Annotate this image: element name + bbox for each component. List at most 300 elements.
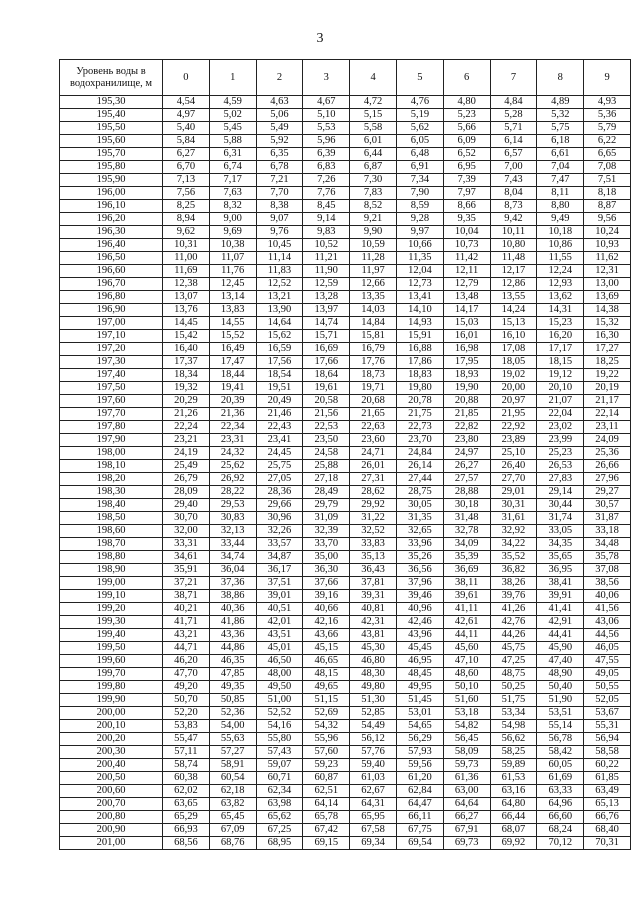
level-cell: 198,10	[60, 460, 163, 473]
value-cell: 43,66	[303, 629, 350, 642]
value-cell: 7,76	[303, 187, 350, 200]
value-cell: 43,21	[163, 629, 210, 642]
value-cell: 22,53	[303, 421, 350, 434]
value-cell: 15,52	[209, 330, 256, 343]
value-cell: 42,46	[396, 616, 443, 629]
value-cell: 59,89	[490, 759, 537, 772]
table-row	[60, 291, 631, 304]
table-row	[60, 694, 631, 707]
value-cell: 8,66	[443, 200, 490, 213]
value-cell: 5,66	[443, 122, 490, 135]
value-cell: 11,76	[209, 265, 256, 278]
value-cell: 9,42	[490, 213, 537, 226]
value-cell: 17,37	[163, 356, 210, 369]
value-cell: 21,26	[163, 408, 210, 421]
value-cell: 26,01	[350, 460, 397, 473]
value-cell: 6,74	[209, 161, 256, 174]
value-cell: 67,25	[256, 824, 303, 837]
table-row	[60, 148, 631, 161]
value-cell: 14,64	[256, 317, 303, 330]
value-cell: 67,91	[443, 824, 490, 837]
value-cell: 8,38	[256, 200, 303, 213]
value-cell: 15,32	[584, 317, 631, 330]
value-cell: 12,59	[303, 278, 350, 291]
table-row	[60, 629, 631, 642]
value-cell: 7,13	[163, 174, 210, 187]
value-cell: 51,90	[537, 694, 584, 707]
value-cell: 40,66	[303, 603, 350, 616]
value-cell: 29,53	[209, 499, 256, 512]
value-cell: 12,17	[490, 265, 537, 278]
level-cell: 198,70	[60, 538, 163, 551]
value-cell: 47,85	[209, 668, 256, 681]
value-cell: 20,97	[490, 395, 537, 408]
value-cell: 45,15	[303, 642, 350, 655]
value-cell: 29,66	[256, 499, 303, 512]
value-cell: 6,31	[209, 148, 256, 161]
value-cell: 7,39	[443, 174, 490, 187]
value-cell: 32,26	[256, 525, 303, 538]
table-row	[60, 759, 631, 772]
value-cell: 26,66	[584, 460, 631, 473]
value-cell: 59,07	[256, 759, 303, 772]
value-cell: 68,56	[163, 837, 210, 850]
value-cell: 39,01	[256, 590, 303, 603]
value-cell: 6,52	[443, 148, 490, 161]
value-cell: 23,50	[303, 434, 350, 447]
value-cell: 60,38	[163, 772, 210, 785]
value-cell: 19,51	[256, 382, 303, 395]
level-cell: 196,70	[60, 278, 163, 291]
value-cell: 14,55	[209, 317, 256, 330]
value-cell: 29,14	[537, 486, 584, 499]
level-cell: 198,40	[60, 499, 163, 512]
value-cell: 49,50	[256, 681, 303, 694]
value-cell: 13,90	[256, 304, 303, 317]
value-cell: 5,58	[350, 122, 397, 135]
value-cell: 51,75	[490, 694, 537, 707]
value-cell: 12,52	[256, 278, 303, 291]
value-cell: 11,90	[303, 265, 350, 278]
level-cell: 199,60	[60, 655, 163, 668]
value-cell: 10,38	[209, 239, 256, 252]
table-row	[60, 356, 631, 369]
value-cell: 4,97	[163, 109, 210, 122]
value-cell: 23,21	[163, 434, 210, 447]
level-cell: 196,60	[60, 265, 163, 278]
value-cell: 33,31	[163, 538, 210, 551]
table-row	[60, 135, 631, 148]
value-cell: 8,04	[490, 187, 537, 200]
value-cell: 4,76	[396, 96, 443, 109]
value-cell: 6,78	[256, 161, 303, 174]
value-cell: 62,51	[303, 785, 350, 798]
column-header-0: 0	[163, 60, 210, 96]
value-cell: 65,78	[303, 811, 350, 824]
value-cell: 16,49	[209, 343, 256, 356]
value-cell: 50,40	[537, 681, 584, 694]
value-cell: 5,23	[443, 109, 490, 122]
value-cell: 13,55	[490, 291, 537, 304]
value-cell: 54,82	[443, 720, 490, 733]
value-cell: 9,49	[537, 213, 584, 226]
table-row	[60, 369, 631, 382]
table-row	[60, 447, 631, 460]
value-cell: 44,71	[163, 642, 210, 655]
value-cell: 11,21	[303, 252, 350, 265]
value-cell: 6,65	[584, 148, 631, 161]
level-cell: 196,90	[60, 304, 163, 317]
value-cell: 45,75	[490, 642, 537, 655]
value-cell: 18,83	[396, 369, 443, 382]
value-cell: 4,89	[537, 96, 584, 109]
value-cell: 33,83	[350, 538, 397, 551]
value-cell: 34,35	[537, 538, 584, 551]
value-cell: 27,70	[490, 473, 537, 486]
value-cell: 61,20	[396, 772, 443, 785]
value-cell: 5,06	[256, 109, 303, 122]
value-cell: 42,91	[537, 616, 584, 629]
value-cell: 48,30	[350, 668, 397, 681]
value-cell: 55,96	[303, 733, 350, 746]
value-cell: 26,53	[537, 460, 584, 473]
value-cell: 58,09	[443, 746, 490, 759]
value-cell: 7,83	[350, 187, 397, 200]
level-cell: 200,50	[60, 772, 163, 785]
value-cell: 49,05	[584, 668, 631, 681]
value-cell: 17,17	[537, 343, 584, 356]
level-cell: 195,80	[60, 161, 163, 174]
value-cell: 30,05	[396, 499, 443, 512]
value-cell: 43,81	[350, 629, 397, 642]
table-row	[60, 187, 631, 200]
table-row	[60, 668, 631, 681]
value-cell: 25,23	[537, 447, 584, 460]
value-cell: 53,51	[537, 707, 584, 720]
value-cell: 7,63	[209, 187, 256, 200]
value-cell: 6,61	[537, 148, 584, 161]
level-cell: 195,50	[60, 122, 163, 135]
value-cell: 12,86	[490, 278, 537, 291]
value-cell: 24,71	[350, 447, 397, 460]
value-cell: 21,85	[443, 408, 490, 421]
value-cell: 48,75	[490, 668, 537, 681]
level-cell: 195,40	[60, 109, 163, 122]
value-cell: 14,93	[396, 317, 443, 330]
value-cell: 5,96	[303, 135, 350, 148]
value-cell: 11,14	[256, 252, 303, 265]
value-cell: 11,42	[443, 252, 490, 265]
level-cell: 198,60	[60, 525, 163, 538]
value-cell: 29,01	[490, 486, 537, 499]
value-cell: 12,93	[537, 278, 584, 291]
value-cell: 7,51	[584, 174, 631, 187]
value-cell: 6,01	[350, 135, 397, 148]
value-cell: 43,96	[396, 629, 443, 642]
value-cell: 50,70	[163, 694, 210, 707]
value-cell: 30,18	[443, 499, 490, 512]
value-cell: 50,10	[443, 681, 490, 694]
value-cell: 10,93	[584, 239, 631, 252]
value-cell: 36,04	[209, 564, 256, 577]
value-cell: 55,14	[537, 720, 584, 733]
value-cell: 31,35	[396, 512, 443, 525]
value-cell: 35,00	[303, 551, 350, 564]
value-cell: 12,31	[584, 265, 631, 278]
value-cell: 19,22	[584, 369, 631, 382]
value-cell: 22,04	[537, 408, 584, 421]
value-cell: 55,31	[584, 720, 631, 733]
table-body	[60, 96, 631, 850]
value-cell: 23,41	[256, 434, 303, 447]
value-cell: 18,93	[443, 369, 490, 382]
value-cell: 58,25	[490, 746, 537, 759]
value-cell: 27,05	[256, 473, 303, 486]
value-cell: 36,17	[256, 564, 303, 577]
value-cell: 59,56	[396, 759, 443, 772]
value-cell: 40,81	[350, 603, 397, 616]
value-cell: 13,14	[209, 291, 256, 304]
value-cell: 14,31	[537, 304, 584, 317]
value-cell: 35,65	[537, 551, 584, 564]
value-cell: 55,47	[163, 733, 210, 746]
value-cell: 13,07	[163, 291, 210, 304]
value-cell: 35,13	[350, 551, 397, 564]
value-cell: 60,71	[256, 772, 303, 785]
value-cell: 36,95	[537, 564, 584, 577]
value-cell: 27,44	[396, 473, 443, 486]
value-cell: 49,80	[350, 681, 397, 694]
level-cell: 199,90	[60, 694, 163, 707]
table-row	[60, 109, 631, 122]
table-row	[60, 551, 631, 564]
value-cell: 48,60	[443, 668, 490, 681]
column-header-4: 4	[350, 60, 397, 96]
table-row	[60, 837, 631, 850]
value-cell: 11,00	[163, 252, 210, 265]
value-cell: 63,00	[443, 785, 490, 798]
value-cell: 35,78	[584, 551, 631, 564]
value-cell: 45,45	[396, 642, 443, 655]
value-cell: 21,07	[537, 395, 584, 408]
value-cell: 26,79	[163, 473, 210, 486]
value-cell: 16,01	[443, 330, 490, 343]
value-cell: 9,21	[350, 213, 397, 226]
value-cell: 8,80	[537, 200, 584, 213]
value-cell: 8,25	[163, 200, 210, 213]
value-cell: 55,80	[256, 733, 303, 746]
value-cell: 7,17	[209, 174, 256, 187]
table-row	[60, 395, 631, 408]
value-cell: 5,19	[396, 109, 443, 122]
value-cell: 13,21	[256, 291, 303, 304]
value-cell: 36,69	[443, 564, 490, 577]
value-cell: 56,29	[396, 733, 443, 746]
value-cell: 32,78	[443, 525, 490, 538]
value-cell: 50,85	[209, 694, 256, 707]
value-cell: 16,30	[584, 330, 631, 343]
value-cell: 14,38	[584, 304, 631, 317]
value-cell: 68,95	[256, 837, 303, 850]
value-cell: 56,12	[350, 733, 397, 746]
table-row	[60, 577, 631, 590]
value-cell: 49,95	[396, 681, 443, 694]
value-cell: 22,73	[396, 421, 443, 434]
value-cell: 39,16	[303, 590, 350, 603]
value-cell: 15,23	[537, 317, 584, 330]
value-cell: 35,39	[443, 551, 490, 564]
value-cell: 12,11	[443, 265, 490, 278]
value-cell: 49,35	[209, 681, 256, 694]
value-cell: 5,49	[256, 122, 303, 135]
table-row	[60, 460, 631, 473]
value-cell: 5,75	[537, 122, 584, 135]
value-cell: 27,96	[584, 473, 631, 486]
value-cell: 41,71	[163, 616, 210, 629]
value-cell: 12,66	[350, 278, 397, 291]
value-cell: 19,32	[163, 382, 210, 395]
value-cell: 7,97	[443, 187, 490, 200]
value-cell: 37,51	[256, 577, 303, 590]
value-cell: 57,43	[256, 746, 303, 759]
value-cell: 24,19	[163, 447, 210, 460]
column-header-9: 9	[584, 60, 631, 96]
value-cell: 35,52	[490, 551, 537, 564]
value-cell: 52,69	[303, 707, 350, 720]
value-cell: 14,84	[350, 317, 397, 330]
table-row	[60, 421, 631, 434]
value-cell: 57,60	[303, 746, 350, 759]
value-cell: 18,64	[303, 369, 350, 382]
level-cell: 196,30	[60, 226, 163, 239]
value-cell: 17,27	[584, 343, 631, 356]
value-cell: 22,14	[584, 408, 631, 421]
value-cell: 46,50	[256, 655, 303, 668]
value-cell: 44,26	[490, 629, 537, 642]
table-row	[60, 278, 631, 291]
value-cell: 4,54	[163, 96, 210, 109]
level-cell: 200,90	[60, 824, 163, 837]
value-cell: 40,06	[584, 590, 631, 603]
value-cell: 19,80	[396, 382, 443, 395]
value-cell: 27,18	[303, 473, 350, 486]
value-cell: 31,48	[443, 512, 490, 525]
value-cell: 32,52	[350, 525, 397, 538]
value-cell: 10,59	[350, 239, 397, 252]
value-cell: 11,83	[256, 265, 303, 278]
value-cell: 46,05	[584, 642, 631, 655]
value-cell: 34,74	[209, 551, 256, 564]
value-cell: 37,81	[350, 577, 397, 590]
value-cell: 28,62	[350, 486, 397, 499]
value-cell: 24,32	[209, 447, 256, 460]
value-cell: 28,49	[303, 486, 350, 499]
value-cell: 17,08	[490, 343, 537, 356]
value-cell: 25,88	[303, 460, 350, 473]
level-cell: 197,00	[60, 317, 163, 330]
value-cell: 12,45	[209, 278, 256, 291]
value-cell: 15,13	[490, 317, 537, 330]
value-cell: 21,75	[396, 408, 443, 421]
value-cell: 5,71	[490, 122, 537, 135]
value-cell: 65,62	[256, 811, 303, 824]
value-cell: 11,07	[209, 252, 256, 265]
value-cell: 62,67	[350, 785, 397, 798]
value-cell: 66,27	[443, 811, 490, 824]
value-cell: 51,00	[256, 694, 303, 707]
value-cell: 37,08	[584, 564, 631, 577]
value-cell: 43,51	[256, 629, 303, 642]
value-cell: 32,39	[303, 525, 350, 538]
value-cell: 57,11	[163, 746, 210, 759]
value-cell: 42,76	[490, 616, 537, 629]
value-cell: 6,44	[350, 148, 397, 161]
value-cell: 8,73	[490, 200, 537, 213]
value-cell: 10,31	[163, 239, 210, 252]
value-cell: 45,30	[350, 642, 397, 655]
value-cell: 40,21	[163, 603, 210, 616]
value-cell: 30,83	[209, 512, 256, 525]
value-cell: 47,10	[443, 655, 490, 668]
value-cell: 38,56	[584, 577, 631, 590]
value-cell: 15,42	[163, 330, 210, 343]
value-cell: 4,80	[443, 96, 490, 109]
value-cell: 5,02	[209, 109, 256, 122]
value-cell: 5,92	[256, 135, 303, 148]
value-cell: 6,18	[537, 135, 584, 148]
value-cell: 24,45	[256, 447, 303, 460]
value-cell: 40,96	[396, 603, 443, 616]
value-cell: 53,18	[443, 707, 490, 720]
value-cell: 7,04	[537, 161, 584, 174]
value-cell: 7,26	[303, 174, 350, 187]
value-cell: 28,22	[209, 486, 256, 499]
level-cell: 197,10	[60, 330, 163, 343]
value-cell: 6,27	[163, 148, 210, 161]
value-cell: 30,70	[163, 512, 210, 525]
table-row	[60, 382, 631, 395]
table-row	[60, 824, 631, 837]
value-cell: 13,35	[350, 291, 397, 304]
value-cell: 60,22	[584, 759, 631, 772]
value-cell: 9,35	[443, 213, 490, 226]
table-row	[60, 538, 631, 551]
value-cell: 68,76	[209, 837, 256, 850]
value-cell: 20,68	[350, 395, 397, 408]
value-cell: 9,97	[396, 226, 443, 239]
value-cell: 13,62	[537, 291, 584, 304]
value-cell: 33,57	[256, 538, 303, 551]
water-level-table	[59, 59, 631, 850]
value-cell: 47,70	[163, 668, 210, 681]
table-row	[60, 616, 631, 629]
value-cell: 10,11	[490, 226, 537, 239]
value-cell: 23,11	[584, 421, 631, 434]
table-row	[60, 252, 631, 265]
value-cell: 23,60	[350, 434, 397, 447]
level-cell: 200,40	[60, 759, 163, 772]
value-cell: 9,69	[209, 226, 256, 239]
value-cell: 9,83	[303, 226, 350, 239]
value-cell: 10,80	[490, 239, 537, 252]
value-cell: 21,36	[209, 408, 256, 421]
level-column-header: Уровень воды в водохранилище, м	[60, 60, 163, 96]
value-cell: 14,03	[350, 304, 397, 317]
value-cell: 22,92	[490, 421, 537, 434]
table-row	[60, 226, 631, 239]
value-cell: 20,19	[584, 382, 631, 395]
table-row	[60, 304, 631, 317]
